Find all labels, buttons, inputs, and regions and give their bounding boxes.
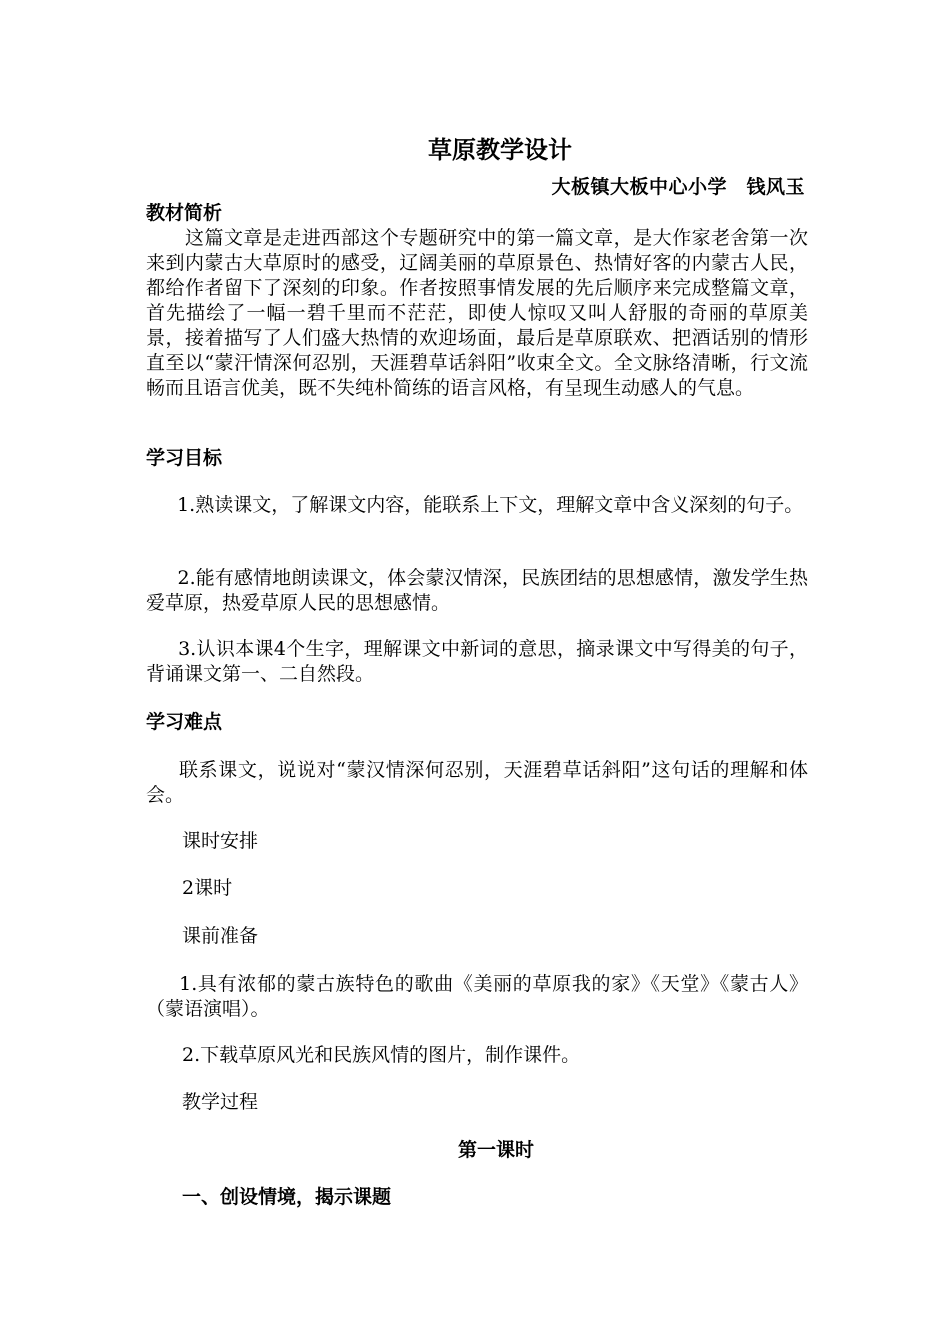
goal-item-3: 3.认识本课4个生字，理解课文中新词的意思，摘录课文中写得美的句子，背诵课文第一、二自然段。 bbox=[146, 638, 808, 685]
heading-difficulty: 学习难点 bbox=[146, 711, 223, 733]
difficulty-paragraph: 联系课文，说说对“蒙汉情深何忍别，天涯碧草话斜阳”这句话的理解和体会。 bbox=[146, 759, 808, 806]
goal-item-1: 1.熟读课文，了解课文内容，能联系上下文，理解文章中含义深刻的句子。 bbox=[146, 494, 804, 516]
step-title: 一、创设情境，揭示课题 bbox=[182, 1186, 392, 1208]
lesson-title: 第一课时 bbox=[457, 1139, 534, 1161]
document-title: 草原教学设计 bbox=[428, 135, 572, 164]
schedule-label: 课时安排 bbox=[182, 830, 259, 852]
analysis-paragraph: 这篇文章是走进西部这个专题研究中的第一篇文章，是大作家老舍第一次来到内蒙古大草原时的感受，辽阔美丽的草原景色、热情好客的内蒙古人民，都给作者留下了深刻的印象。作者按照事情发展的先后顺序来完成整篇文章，首先描绘了一幅一碧千里而不茫茫，即使人惊叹又叫人舒服的奇丽的草原美景，接着描写了人们盛大热情的欢迎场面，最后是草原联欢、把酒话别的情形直至以“蒙汗情深何忍别，天涯碧草话斜阳”收束全文。全文脉络清晰，行文流畅而且语言优美，既不失纯朴简练的语言风格，有呈现生动感人的气息。 bbox=[146, 227, 808, 399]
process-label: 教学过程 bbox=[182, 1091, 259, 1113]
prep-item-2: 2.下载草原风光和民族风情的图片，制作课件。 bbox=[182, 1044, 581, 1066]
schedule-value: 2课时 bbox=[182, 877, 233, 899]
prep-label: 课前准备 bbox=[182, 925, 259, 947]
heading-goals: 学习目标 bbox=[146, 447, 223, 469]
goal-item-2: 2.能有感情地朗读课文，体会蒙汉情深，民族团结的思想感情，激发学生热爱草原，热爱草原人民的思想感情。 bbox=[146, 567, 808, 614]
heading-analysis: 教材简析 bbox=[146, 202, 223, 224]
author-line: 大板镇大板中心小学 钱风玉 bbox=[551, 176, 805, 198]
prep-item-1: 1.具有浓郁的蒙古族特色的歌曲《美丽的草原我的家》《天堂》《蒙古人》（蒙语演唱）。 bbox=[146, 973, 808, 1020]
